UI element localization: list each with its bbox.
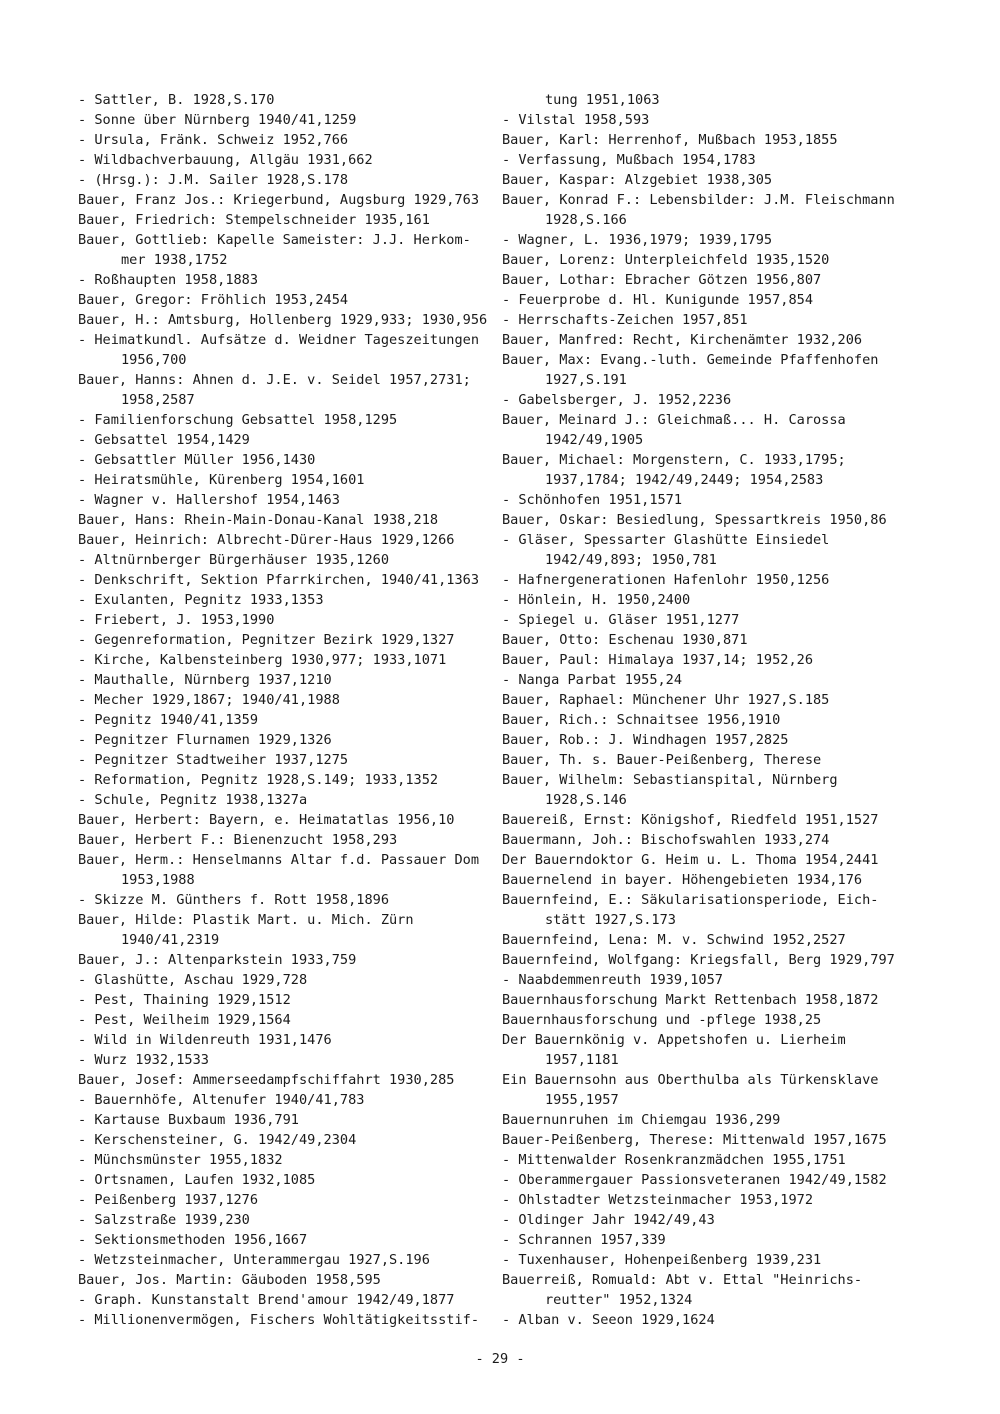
index-entry-line: - Pegnitzer Stadtweiher 1937,1275 [78, 752, 349, 768]
index-entry-line: - Friebert, J. 1953,1990 [78, 612, 275, 628]
index-entry-line: - Hönlein, H. 1950,2400 [502, 592, 691, 608]
index-entry-line: Bauernfeind, Wolfgang: Kriegsfall, Berg 1929,797 [502, 952, 895, 968]
index-entry-line: Bauermann, Joh.: Bischofswahlen 1933,274 [502, 832, 830, 848]
index-entry-line: Bauernfeind, E.: Säkularisationsperiode, Eich- [502, 892, 879, 908]
index-entry-line: - Wagner v. Hallershof 1954,1463 [78, 492, 340, 508]
index-entry-line: Ein Bauernsohn aus Oberthulba als Türkensklave [502, 1072, 879, 1088]
index-entry-line: Bauer, Kaspar: Alzgebiet 1938,305 [502, 172, 773, 188]
index-entry-line: Bauer, Otto: Eschenau 1930,871 [502, 632, 748, 648]
index-entry-line: - Wurz 1932,1533 [78, 1052, 209, 1068]
index-entry-line: - Oberammergauer Passionsveteranen 1942/49,1582 [502, 1172, 887, 1188]
index-entry-line: 1928,S.146 [545, 792, 627, 808]
index-entry-line: - Exulanten, Pegnitz 1933,1353 [78, 592, 324, 608]
index-entry-line: Bauer, Jos. Martin: Gäuboden 1958,595 [78, 1272, 381, 1288]
index-entry-line: - Verfassung, Mußbach 1954,1783 [502, 152, 756, 168]
index-entry-line: Bauer, Josef: Ammerseedampfschiffahrt 1930,285 [78, 1072, 455, 1088]
index-entry-line: - Münchsmünster 1955,1832 [78, 1152, 283, 1168]
index-entry-line: Bauernfeind, Lena: M. v. Schwind 1952,2527 [502, 932, 846, 948]
index-entry-line: Bauerreiß, Romuald: Abt v. Ettal "Heinrichs- [502, 1272, 863, 1288]
index-entry-line: - Gläser, Spessarter Glashütte Einsiedel [502, 532, 830, 548]
index-entry-line: 1958,2587 [121, 392, 195, 408]
index-entry-line: - Graph. Kunstanstalt Brend'amour 1942/49,1877 [78, 1292, 455, 1308]
index-entry-line: - Kirche, Kalbensteinberg 1930,977; 1933,1071 [78, 652, 447, 668]
index-entry-line: - Familienforschung Gebsattel 1958,1295 [78, 412, 398, 428]
index-entry-line: - Peißenberg 1937,1276 [78, 1192, 259, 1208]
index-entry-line: - Kerschensteiner, G. 1942/49,2304 [78, 1132, 357, 1148]
index-entry-line: Bauer, Gregor: Fröhlich 1953,2454 [78, 292, 349, 308]
index-entry-line: - Gebsattel 1954,1429 [78, 432, 250, 448]
index-entry-line: - Gabelsberger, J. 1952,2236 [502, 392, 732, 408]
index-entry-line: Bauer, Lothar: Ebracher Götzen 1956,807 [502, 272, 822, 288]
index-entry-line: - Schönhofen 1951,1571 [502, 492, 683, 508]
index-entry-line: - Pegnitz 1940/41,1359 [78, 712, 259, 728]
index-entry-line: - Schrannen 1957,339 [502, 1232, 666, 1248]
index-entry-line: Bauer, Konrad F.: Lebensbilder: J.M. Fleischmann [502, 192, 895, 208]
index-entry-line: Bauer, Franz Jos.: Kriegerbund, Augsburg 1929,763 [78, 192, 480, 208]
index-entry-line: 1927,S.191 [545, 372, 627, 388]
index-entry-line: Bauer, Herm.: Henselmanns Altar f.d. Passauer Dom [78, 852, 480, 868]
index-entry-line: - Heimatkundl. Aufsätze d. Weidner Tageszeitungen [78, 332, 480, 348]
index-entry-line: - Gebsattler Müller 1956,1430 [78, 452, 316, 468]
index-entry-line: Bauer, Paul: Himalaya 1937,14; 1952,26 [502, 652, 813, 668]
page-number: - 29 - [475, 1351, 525, 1367]
index-entry-line: - Altnürnberger Bürgerhäuser 1935,1260 [78, 552, 389, 568]
index-entry-line: Bauer, Michael: Morgenstern, C. 1933,1795; [502, 452, 846, 468]
index-entry-line: - Mauthalle, Nürnberg 1937,1210 [78, 672, 332, 688]
index-entry-line: - Tuxenhauser, Hohenpeißenberg 1939,231 [502, 1252, 822, 1268]
index-entry-line: Der Bauernkönig v. Appetshofen u. Lierheim [502, 1032, 846, 1048]
index-entry-line: - Wild in Wildenreuth 1931,1476 [78, 1032, 332, 1048]
index-entry-line: Bauer, Heinrich: Albrecht-Dürer-Haus 1929,1266 [78, 532, 455, 548]
index-entry-line: Bauer, Max: Evang.-luth. Gemeinde Pfaffenhofen [502, 352, 879, 368]
index-entry-line: - Roßhaupten 1958,1883 [78, 272, 259, 288]
index-entry-line: - Naabdemmenreuth 1939,1057 [502, 972, 723, 988]
index-entry-line: Bauer-Peißenberg, Therese: Mittenwald 1957,1675 [502, 1132, 887, 1148]
index-entry-line: Bauer, Meinard J.: Gleichmaß... H. Carossa [502, 412, 846, 428]
index-entry-line: Bauer, Hanns: Ahnen d. J.E. v. Seidel 1957,2731; [78, 372, 471, 388]
index-entry-line: Bauer, Herbert F.: Bienenzucht 1958,293 [78, 832, 398, 848]
index-entry-line: Bauer, Rob.: J. Windhagen 1957,2825 [502, 732, 789, 748]
index-entry-line: 1956,700 [121, 352, 187, 368]
index-entry-line: 1953,1988 [121, 872, 195, 888]
index-entry-line: - Oldinger Jahr 1942/49,43 [502, 1212, 715, 1228]
index-entry-line: Bauer, H.: Amtsburg, Hollenberg 1929,933; 1930,956 [78, 312, 488, 328]
index-entry-line: Bauer, Hans: Rhein-Main-Donau-Kanal 1938,218 [78, 512, 439, 528]
index-entry-line: 1957,1181 [545, 1052, 619, 1068]
index-entry-line: - Bauernhöfe, Altenufer 1940/41,783 [78, 1092, 365, 1108]
index-entry-line: - Mittenwalder Rosenkranzmädchen 1955,1751 [502, 1152, 846, 1168]
index-entry-line: - Ursula, Fränk. Schweiz 1952,766 [78, 132, 349, 148]
index-entry-line: Bauernunruhen im Chiemgau 1936,299 [502, 1112, 781, 1128]
left-column [78, 90, 488, 1330]
index-entry-line: - Mecher 1929,1867; 1940/41,1988 [78, 692, 340, 708]
index-entry-line: Bauer, Gottlieb: Kapelle Sameister: J.J. Herkom- [78, 232, 471, 248]
index-entry-line: - Herrschafts-Zeichen 1957,851 [502, 312, 748, 328]
index-entry-line: tung 1951,1063 [545, 92, 660, 108]
index-entry-line: - Wildbachverbauung, Allgäu 1931,662 [78, 152, 373, 168]
index-entry-line: reutter" 1952,1324 [545, 1292, 693, 1308]
index-entry-line: - Heiratsmühle, Kürenberg 1954,1601 [78, 472, 365, 488]
index-entry-line: - Gegenreformation, Pegnitzer Bezirk 1929,1327 [78, 632, 455, 648]
index-entry-line: - Feuerprobe d. Hl. Kunigunde 1957,854 [502, 292, 813, 308]
index-entry-line: - Wagner, L. 1936,1979; 1939,1795 [502, 232, 773, 248]
right-column [502, 90, 912, 1330]
index-entry-line: Bauer, Friedrich: Stempelschneider 1935,161 [78, 212, 430, 228]
index-entry-line: Bauereiß, Ernst: Königshof, Riedfeld 1951,1527 [502, 812, 879, 828]
index-entry-line: - Nanga Parbat 1955,24 [502, 672, 683, 688]
index-entry-line: - Ortsnamen, Laufen 1932,1085 [78, 1172, 316, 1188]
index-entry-line: - Kartause Buxbaum 1936,791 [78, 1112, 299, 1128]
index-entry-line: Bauer, Raphael: Münchener Uhr 1927,S.185 [502, 692, 830, 708]
index-entry-line: - Pegnitzer Flurnamen 1929,1326 [78, 732, 332, 748]
index-entry-line: stätt 1927,S.173 [545, 912, 676, 928]
index-entry-line: - Wetzsteinmacher, Unterammergau 1927,S.196 [78, 1252, 430, 1268]
index-entry-line: Bauernhausforschung und -pflege 1938,25 [502, 1012, 822, 1028]
index-entry-line: Bauer, Manfred: Recht, Kirchenämter 1932,206 [502, 332, 863, 348]
index-entry-line: Bauer, Rich.: Schnaitsee 1956,1910 [502, 712, 781, 728]
index-entry-line: - Schule, Pegnitz 1938,1327a [78, 792, 308, 808]
index-entry-line: - Alban v. Seeon 1929,1624 [502, 1312, 715, 1328]
index-entry-line: - Salzstraße 1939,230 [78, 1212, 250, 1228]
index-entry-line: Bauer, Th. s. Bauer-Peißenberg, Therese [502, 752, 822, 768]
index-entry-line: Bauer, Herbert: Bayern, e. Heimatatlas 1956,10 [78, 812, 455, 828]
index-entry-line: Bauer, Lorenz: Unterpleichfeld 1935,1520 [502, 252, 830, 268]
index-entry-line: - Reformation, Pegnitz 1928,S.149; 1933,1352 [78, 772, 439, 788]
index-entry-line: Bauer, Oskar: Besiedlung, Spessartkreis 1950,86 [502, 512, 887, 528]
index-entry-line: - Denkschrift, Sektion Pfarrkirchen, 1940/41,1363 [78, 572, 480, 588]
index-entry-line: - Millionenvermögen, Fischers Wohltätigkeitsstif- [78, 1312, 480, 1328]
index-entry-line: - Sattler, B. 1928,S.170 [78, 92, 275, 108]
index-entry-line: Bauer, Karl: Herrenhof, Mußbach 1953,1855 [502, 132, 838, 148]
index-entry-line: - Glashütte, Aschau 1929,728 [78, 972, 308, 988]
index-entry-line: 1942/49,893; 1950,781 [545, 552, 717, 568]
index-entry-line: Bauer, Hilde: Plastik Mart. u. Mich. Zürn [78, 912, 414, 928]
index-entry-line: 1940/41,2319 [121, 932, 220, 948]
index-entry-line: - Skizze M. Günthers f. Rott 1958,1896 [78, 892, 389, 908]
index-entry-line: - Hafnergenerationen Hafenlohr 1950,1256 [502, 572, 830, 588]
index-entry-line: - Pest, Weilheim 1929,1564 [78, 1012, 291, 1028]
index-entry-line: 1942/49,1905 [545, 432, 644, 448]
index-entry-line: Bauer, J.: Altenparkstein 1933,759 [78, 952, 357, 968]
index-entry-line: 1955,1957 [545, 1092, 619, 1108]
index-entry-line: 1937,1784; 1942/49,2449; 1954,2583 [545, 472, 824, 488]
index-entry-line: - Spiegel u. Gläser 1951,1277 [502, 612, 740, 628]
index-entry-line: - Sektionsmethoden 1956,1667 [78, 1232, 308, 1248]
index-entry-line: mer 1938,1752 [121, 252, 228, 268]
index-entry-line: Bauernelend in bayer. Höhengebieten 1934,176 [502, 872, 863, 888]
index-entry-line: 1928,S.166 [545, 212, 627, 228]
index-entry-line: Bauer, Wilhelm: Sebastianspital, Nürnberg [502, 772, 838, 788]
index-entry-line: - Pest, Thaining 1929,1512 [78, 992, 291, 1008]
index-entry-line: - Vilstal 1958,593 [502, 112, 650, 128]
index-entry-line: - (Hrsg.): J.M. Sailer 1928,S.178 [78, 172, 349, 188]
index-entry-line: - Ohlstadter Wetzsteinmacher 1953,1972 [502, 1192, 813, 1208]
index-entry-line: - Sonne über Nürnberg 1940/41,1259 [78, 112, 357, 128]
index-entry-line: Der Bauerndoktor G. Heim u. L. Thoma 1954,2441 [502, 852, 879, 868]
index-entry-line: Bauernhausforschung Markt Rettenbach 1958,1872 [502, 992, 879, 1008]
